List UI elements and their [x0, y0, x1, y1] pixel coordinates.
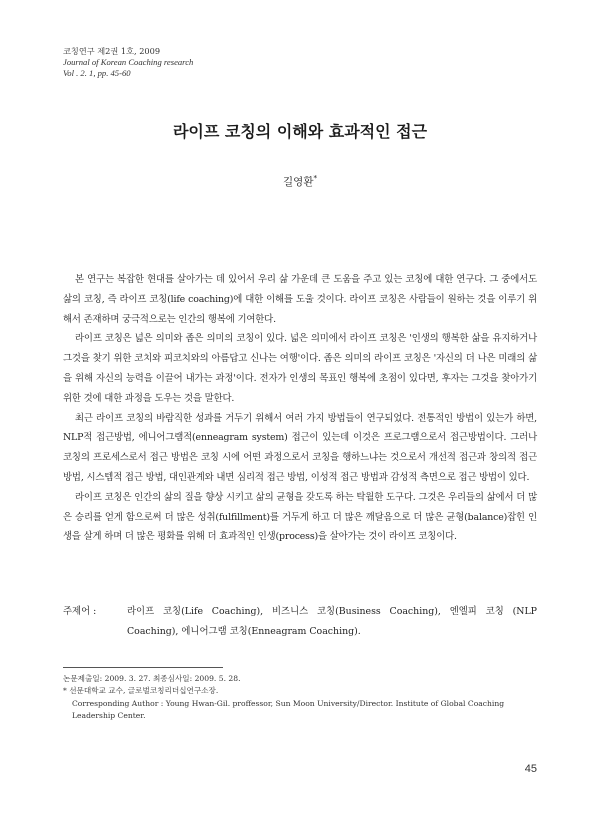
footnote-affiliation: * 선문대학교 교수, 글로벌코칭리더십연구소장. [63, 686, 219, 696]
journal-volume-pages: Vol . 2. 1, pp. 45-60 [63, 68, 131, 78]
page-number: 45 [524, 763, 537, 775]
abstract [63, 270, 537, 547]
keywords-label: 주제어 : [63, 606, 97, 617]
keywords-text: 라이프 코칭(Life Coaching), 비즈니스 코칭(Business Coaching), 엔엘피 코칭 (NLP Coaching), 에니어그램 코칭(Enneagram Coaching). [127, 606, 537, 637]
author-line [0, 174, 600, 189]
abstract-paragraph: 최근 라이프 코칭의 바람직한 성과를 거두기 위해서 여러 가지 방법들이 연구되었다. 전통적인 방법이 있는가 하면, NLP적 접근방법, 에니어그램적(enneagram system) 접근이 있는데 이것은 프로그램으로서 접근방법이다. 그러나 코칭의 프로세스로서 접근 방법은 코칭 시에 어떤 과정으로서 코칭을 행하느냐는 것으로서 개선적 접근과 창의적 접근 방법, 시스템적 접근 방법, 대인관계와 내면 심리적 접근 방법, 이성적 접근 방법과 감성적 측면으로 접근 방법이 있다. [63, 412, 537, 483]
author-footnote-mark: * [313, 174, 317, 183]
footnote-dates: 논문제출일: 2009. 3. 27. 최종심사일: 2009. 5. 28. [63, 674, 241, 683]
keywords [63, 602, 537, 642]
footnotes [63, 673, 537, 722]
abstract-paragraph: 본 연구는 복잡한 현대를 살아가는 데 있어서 우리 삶 가운데 큰 도움을 주고 있는 코칭에 대한 연구다. 그 중에서도 삶의 코칭, 즉 라이프 코칭(life coaching)에 대한 이해를 도울 것이다. 라이프 코칭은 사람들이 원하는 것을 이루기 위해서 존재하며 궁극적으로는 인간의 행복에 기여한다. [63, 274, 537, 325]
journal-header [63, 46, 193, 79]
journal-name-en: Journal of Korean Coaching research [63, 57, 194, 67]
author-name: 길영환 [283, 176, 314, 188]
journal-issue: 코칭연구 제2권 1호, 2009 [63, 46, 161, 56]
paper-title: 라이프 코칭의 이해와 효과적인 접근 [172, 122, 428, 141]
abstract-paragraph: 라이프 코칭은 인간의 삶의 질을 향상 시키고 삶의 균형을 갖도록 하는 탁월한 도구다. 그것은 우리들의 삶에서 더 많은 승리를 얻게 함으로써 더 많은 성취(fulfillment)를 거두게 하고 더 많은 깨달음으로 더 많은 균형(balance)잡힌 인생을 살게 하며 더 많은 평화를 위해 더 효과적인 인생(process)을 살아가는 것이 라이프 코칭이다. [63, 491, 537, 543]
abstract-paragraph: 라이프 코칭은 넓은 의미와 좁은 의미의 코칭이 있다. 넓은 의미에서 라이프 코칭은 '인생의 행복한 삶을 유지하거나 그것을 찾기 위한 코치와 피코치와의 아름답고 신나는 여행'이다. 좁은 의미의 라이프 코칭은 '자신의 더 나은 미래의 삶을 위해 자신의 능력을 이끌어 내가는 과정'이다. 전자가 인생의 목표인 행복에 초점이 있다면, 후자는 그것을 찾아가기 위한 것에 대한 과정을 도우는 것을 말한다. [63, 333, 537, 404]
footnote-divider [63, 667, 223, 668]
footnote-corresponding-author: Corresponding Author : Young Hwan-Gil. proffessor, Sun Moon University/Director. Institute of Global Coaching Leadership Center. [72, 698, 505, 720]
